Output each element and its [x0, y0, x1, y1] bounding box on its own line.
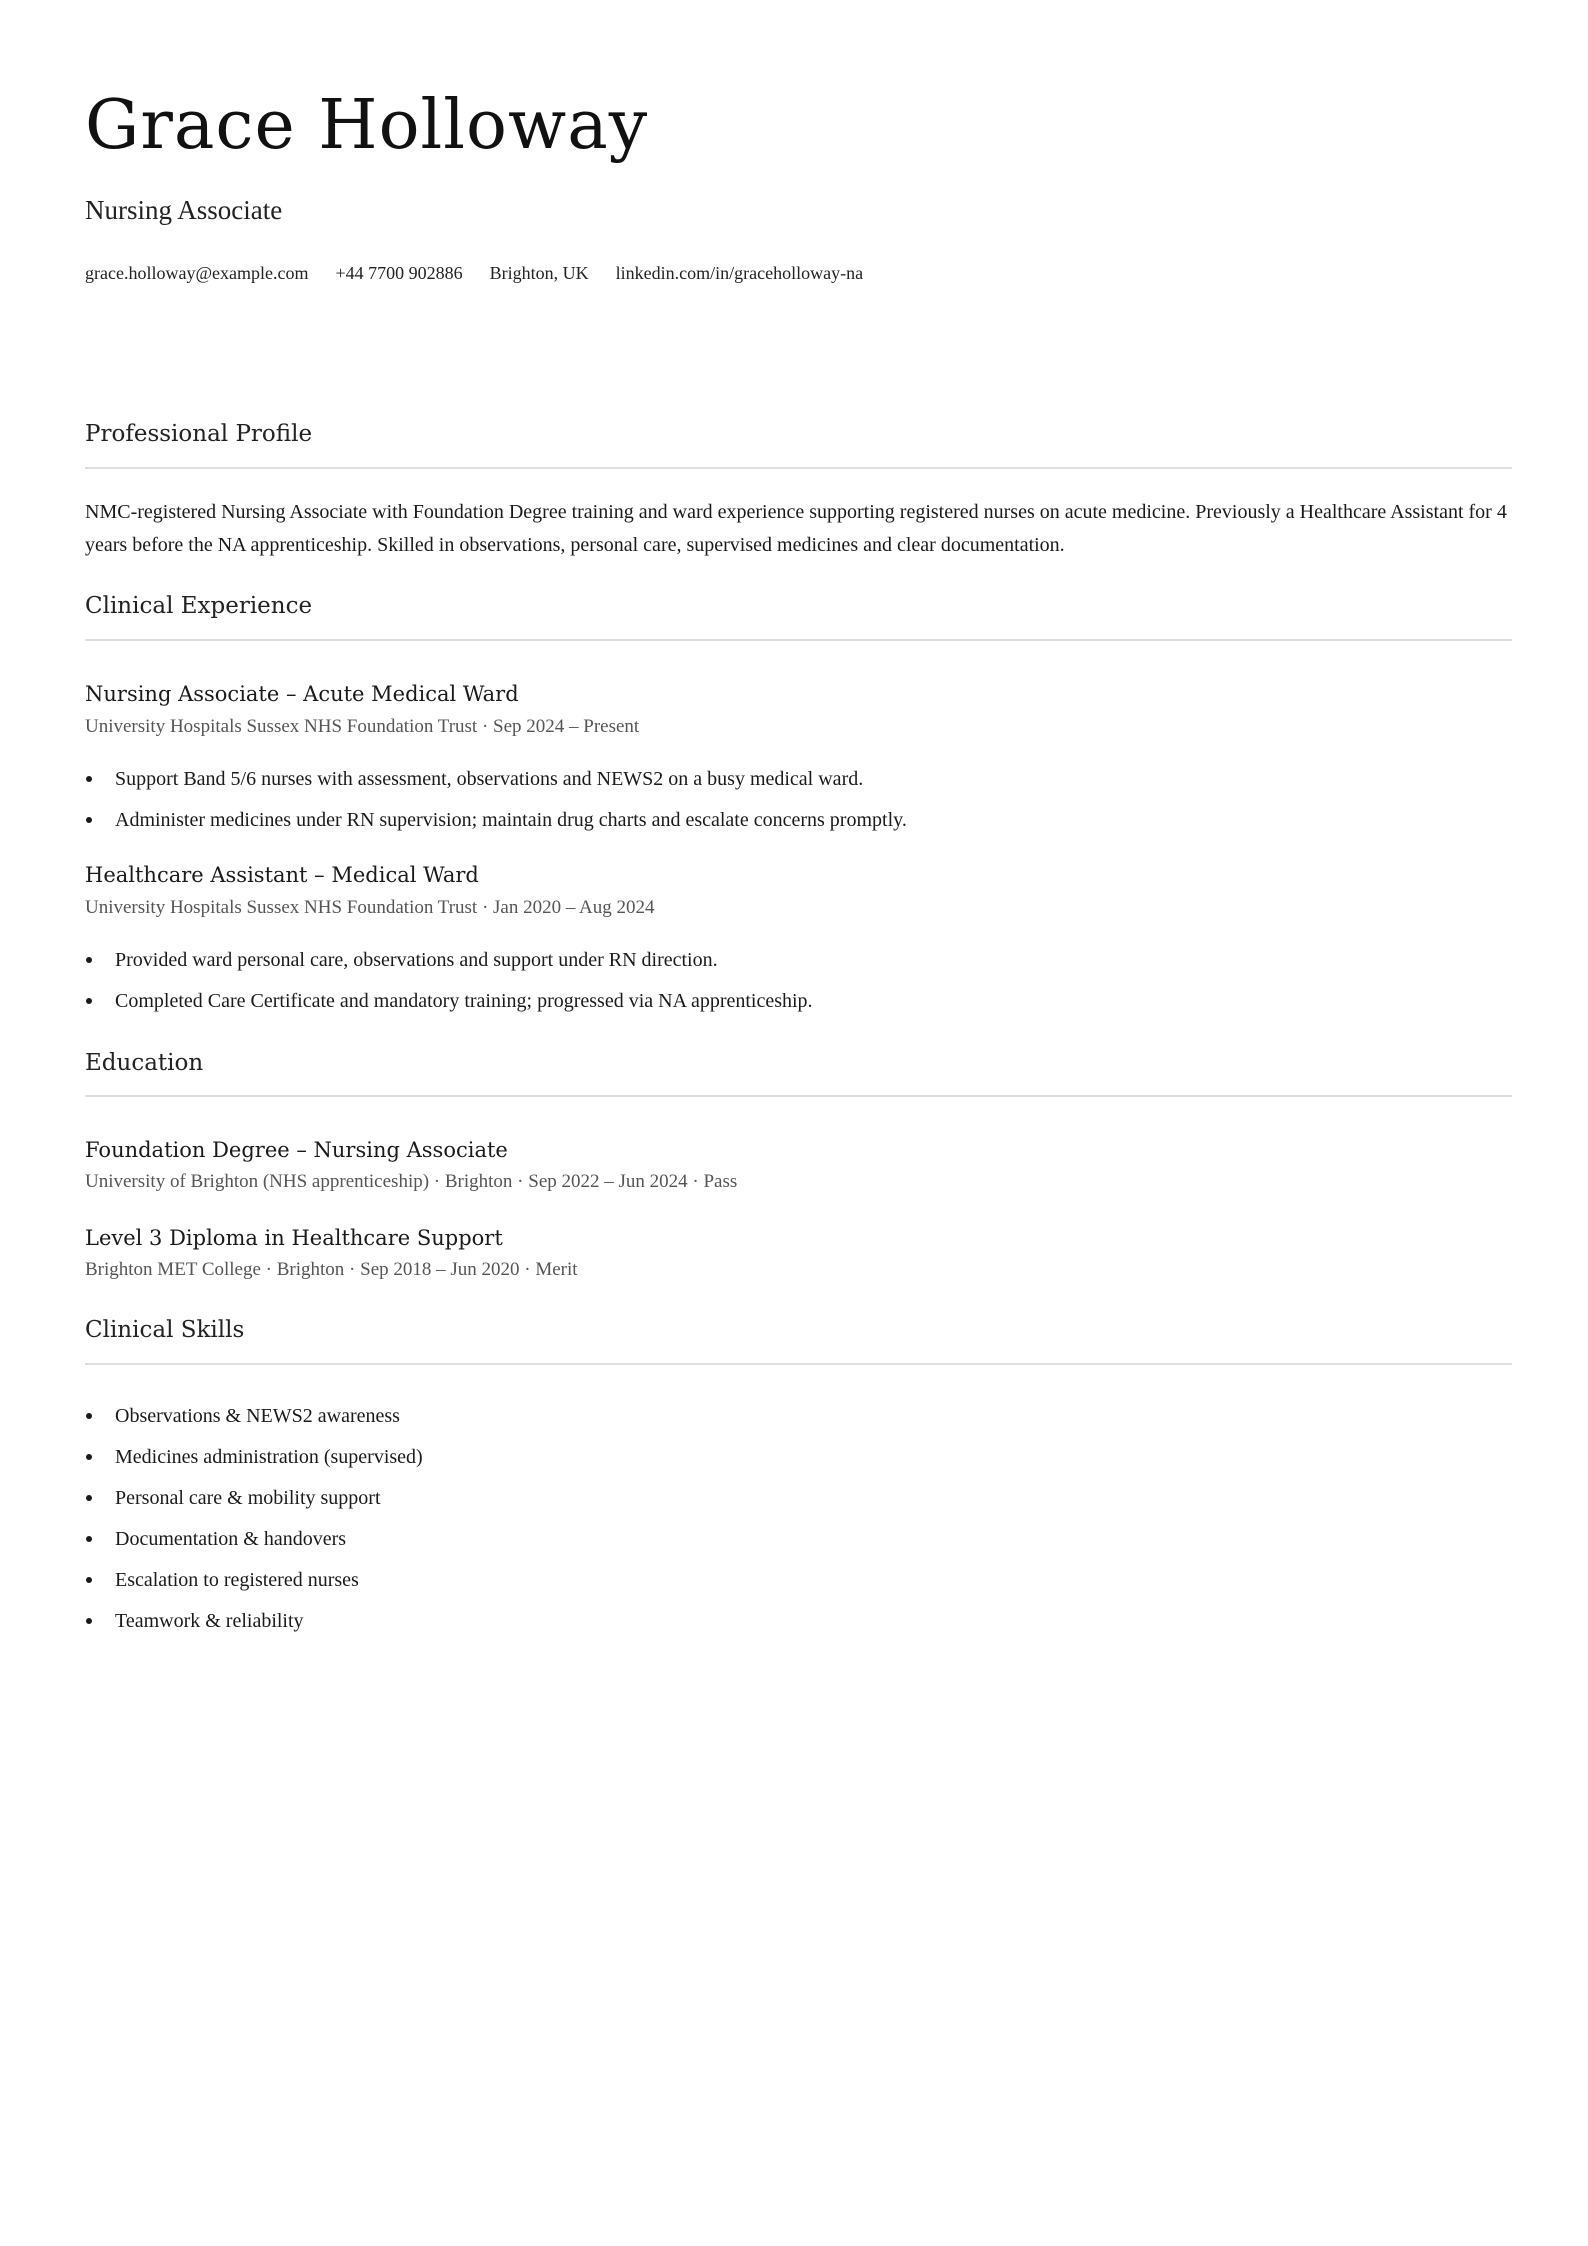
bullet-text: Support Band 5/6 nurses with assessment, observations and NEWS2 on a busy medical ward.	[115, 768, 864, 790]
education-title: Level 3 Diploma in Healthcare Support	[85, 1226, 503, 1250]
list-item	[85, 1406, 1512, 1447]
role-title: Healthcare Assistant – Medical Ward	[85, 863, 479, 887]
contact-location: Brighton, UK	[489, 263, 589, 283]
list-item	[85, 769, 1512, 810]
education-meta: University of Brighton (NHS apprenticeship) · Brighton · Sep 2022 – Jun 2024 · Pass	[85, 1171, 738, 1192]
bullet-icon	[86, 1618, 92, 1624]
bullet-icon	[86, 1495, 92, 1501]
list-item	[85, 991, 1512, 1032]
contact-line	[85, 264, 863, 282]
section-divider	[85, 1095, 1512, 1097]
list-item	[85, 1488, 1512, 1529]
skills-list	[85, 1406, 1512, 1652]
role-meta: University Hospitals Sussex NHS Foundation Trust · Sep 2024 – Present	[85, 716, 640, 737]
skill-text: Personal care & mobility support	[115, 1487, 381, 1509]
experience-heading: Clinical Experience	[85, 593, 313, 619]
list-item	[85, 1611, 1512, 1652]
skill-text: Escalation to registered nurses	[115, 1569, 359, 1591]
contact-phone[interactable]: +44 7700 902886	[335, 263, 463, 283]
bullet-text: Administer medicines under RN supervision; maintain drug charts and escalate concerns promptly.	[115, 809, 907, 831]
contact-linkedin[interactable]: linkedin.com/in/graceholloway-na	[615, 263, 864, 283]
bullet-icon	[86, 1577, 92, 1583]
role-title: Nursing Associate – Acute Medical Ward	[85, 682, 519, 706]
bullet-icon	[86, 1413, 92, 1419]
bullet-icon	[86, 998, 92, 1004]
bullet-text: Completed Care Certificate and mandatory training; progressed via NA apprenticeship.	[115, 990, 813, 1012]
skill-text: Observations & NEWS2 awareness	[115, 1405, 400, 1427]
list-item	[85, 950, 1512, 991]
list-item	[85, 1570, 1512, 1611]
bullet-icon	[86, 1536, 92, 1542]
skill-text: Teamwork & reliability	[115, 1610, 304, 1632]
skill-text: Documentation & handovers	[115, 1528, 347, 1550]
bullet-icon	[86, 957, 92, 963]
section-divider	[85, 639, 1512, 641]
list-item	[85, 1529, 1512, 1570]
list-item	[85, 810, 1512, 851]
skill-text: Medicines administration (supervised)	[115, 1446, 423, 1468]
bullet-icon	[86, 817, 92, 823]
role-bullets	[85, 950, 1512, 1032]
bullet-icon	[86, 776, 92, 782]
education-meta: Brighton MET College · Brighton · Sep 2018 – Jun 2020 · Merit	[85, 1259, 578, 1280]
section-divider	[85, 467, 1512, 469]
role-bullets	[85, 769, 1512, 851]
profile-summary: NMC-registered Nursing Associate with Foundation Degree training and ward experience supporting registered nurses on acute medicine. Previously a Healthcare Assistant for 4 years before the NA apprenticeship. Skilled in observations, personal care, supervised medicines and clear documentation.	[85, 501, 1507, 556]
candidate-name: Grace Holloway	[85, 86, 649, 165]
profile-heading: Professional Profile	[85, 421, 313, 447]
candidate-title: Nursing Associate	[85, 195, 283, 225]
contact-email[interactable]: grace.holloway@example.com	[85, 263, 309, 283]
education-title: Foundation Degree – Nursing Associate	[85, 1138, 508, 1162]
skills-heading: Clinical Skills	[85, 1317, 245, 1343]
bullet-text: Provided ward personal care, observations and support under RN direction.	[115, 949, 718, 971]
section-divider	[85, 1363, 1512, 1365]
education-heading: Education	[85, 1050, 204, 1076]
role-meta: University Hospitals Sussex NHS Foundation Trust · Jan 2020 – Aug 2024	[85, 897, 655, 918]
bullet-icon	[86, 1454, 92, 1460]
list-item	[85, 1447, 1512, 1488]
